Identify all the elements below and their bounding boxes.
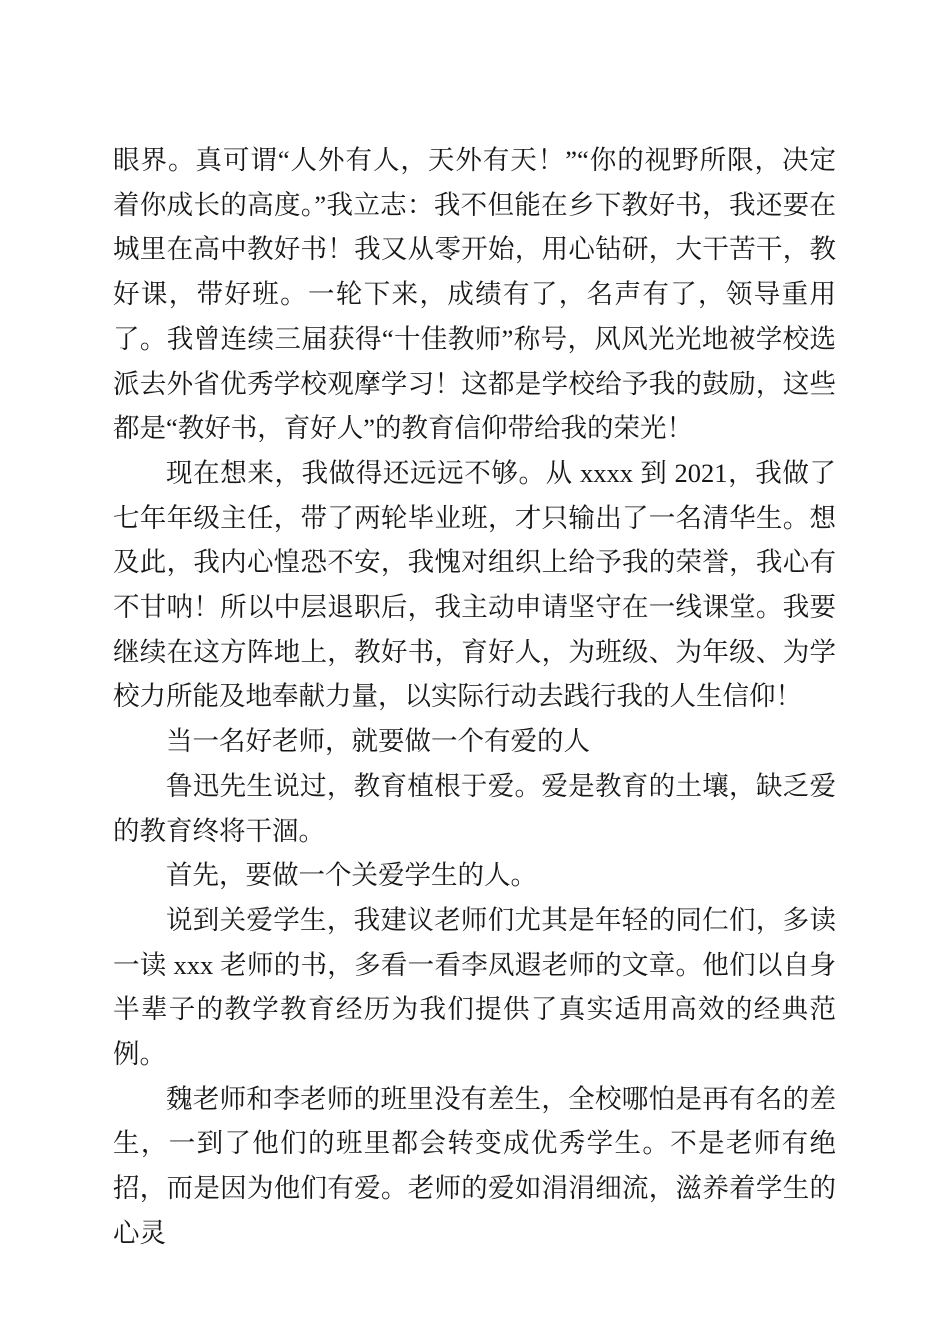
paragraph-first-point: 首先，要做一个关爱学生的人。 <box>166 860 537 891</box>
document-body-text <box>113 138 836 1256</box>
paragraph-reading-advice: 说到关爱学生，我建议老师们尤其是年轻的同仁们，多读一读 xxx 老师的书，多看一看李凤遐老师的文章。他们以自身半辈子的教学教育经历为我们提供了真实适用高效的经典范例。 <box>113 904 836 1070</box>
paragraph-teachers-love: 魏老师和李老师的班里没有差生，全校哪怕是再有名的差生，一到了他们的班里都会转变成优秀学生。不是老师有绝招，而是因为他们有爱。老师的爱如涓涓细流，滋养着学生的心灵 <box>113 1083 836 1248</box>
paragraph-luxun-quote: 鲁迅先生说过，教育植根于爱。爱是教育的土壤，缺乏爱的教育终将干涸。 <box>113 770 836 846</box>
paragraph-subheading-love: 当一名好老师，就要做一个有爱的人 <box>166 726 590 757</box>
paragraph-continuation: 眼界。真可谓“人外有人，天外有天！”“你的视野所限，决定着你成长的高度。”我立志：我不但能在乡下教好书，我还要在城里在高中教好书！我又从零开始，用心钻研，大干苦干，教好课，带好班。一轮下来，成绩有了，名声有了，领导重用了。我曾连续三届获得“十佳教师”称号，风风光光地被学校选派去外省优秀学校观摩学习！这都是学校给予我的鼓励，这些都是“教好书，育好人”的教育信仰带给我的荣光！ <box>113 145 836 444</box>
paragraph-reflection: 现在想来，我做得还远远不够。从 xxxx 到 2021，我做了七年年级主任，带了两轮毕业班，才只输出了一名清华生。想及此，我内心惶恐不安，我愧对组织上给予我的荣誉，我心有不甘呐！所以中层退职后，我主动申请坚守在一线课堂。我要继续在这方阵地上，教好书，育好人，为班级、为年级、为学校力所能及地奉献力量，以实际行动去践行我的人生信仰！ <box>113 457 836 712</box>
